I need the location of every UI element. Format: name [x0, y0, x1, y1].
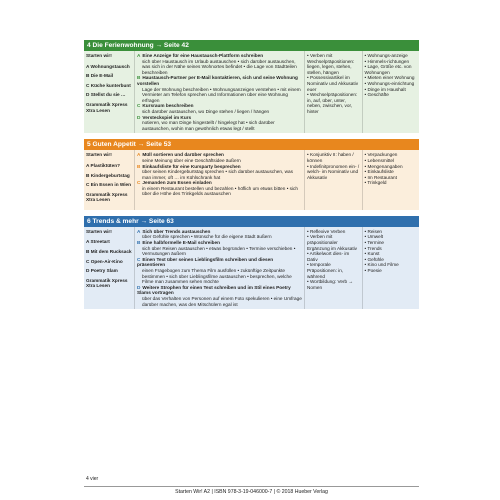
section-label: D Stellst du sie … [86, 92, 126, 98]
goal-letter: A [137, 228, 141, 234]
goal-letter: B [137, 240, 141, 246]
contents-table [84, 40, 419, 315]
goals-column [134, 227, 304, 309]
vocabulary-column [362, 51, 420, 133]
vocabulary-item: • Gefühle [364, 256, 384, 262]
vocabulary-item: • Im Restaurant [364, 174, 397, 180]
vocabulary-item: • Termine [364, 240, 385, 246]
vocabulary-item: • Lage, Größe etc. von Wohnungen [364, 64, 412, 75]
goal-detail: notieren, wo man Dinge hingestellt / hingelegt hat • sich darüber austauschen, wohin man gewöhnlich etwas legt / stellt [142, 120, 275, 131]
vocabulary-item: • Mengenangaben [364, 163, 403, 169]
sections-column [84, 227, 134, 309]
grammar-column [304, 150, 362, 210]
goal-title-text: Eine Anzeige für eine Haustausch-Plattform schreiben [142, 53, 264, 58]
goal-title-text: Müll sortieren und darüber sprechen [142, 152, 224, 158]
grammar-item: • Wortbildung: Verb → Nomen [307, 279, 354, 290]
sections-column [84, 150, 134, 210]
goal-detail: Lage der Wohnung beschreiben • Wohnungsanzeigen verstehen • mit einem Vermieter am Telefon sprechen und Informationen über eine Wohnung erfragen [142, 86, 301, 103]
section-label: C Küche kunterbunt [86, 82, 131, 88]
section-label: D Poetry Slam [86, 268, 118, 274]
goal-letter: B [137, 75, 141, 81]
goal-title-text: Einkaufsliste für eine Kursparty besprechen [142, 163, 241, 169]
grammar-column [304, 227, 362, 309]
goal-letter: C [137, 256, 141, 262]
vocabulary-item: • Kino und Filme [364, 262, 399, 268]
imprint: Starten Wir! A2 | ISBN 978-3-19-046000-7 | © 2018 Hueber Verlag [175, 489, 328, 495]
goal-letter: B [137, 163, 141, 169]
goal-detail: sich darüber austauschen, wo Dinge stehen / liegen / hängen [142, 108, 270, 114]
vocabulary-item: • Verpackungen [364, 152, 398, 158]
vocabulary-item: • Wohnungs-einrichtung [364, 80, 415, 86]
grammar-item: • Wechselpräpositionen: in, auf, über, unter, neben, zwischen, vor, hinter [307, 92, 358, 114]
grammar-item: • Verben mit präpositionaler Ergänzung im Akkusativ [307, 234, 358, 251]
grammar-item: • Indefinitpronomen ein- / welch- im Nominativ und Akkusativ [307, 163, 360, 180]
vocabulary-item: • Wohnungs-anzeige [364, 53, 408, 58]
section-label: A Wohnungstausch [86, 63, 130, 69]
section-label: B Mit dem Rucksack [86, 249, 132, 255]
vocabulary-item: • Einkaufsliste [364, 169, 394, 175]
goal-letter: D [137, 284, 141, 290]
unit-block [84, 40, 419, 133]
section-label: C Ein Essen in Wien [86, 182, 132, 188]
goals-column [134, 51, 304, 133]
goal-detail: über das Verhalten von Personen auf einem Foto spekulieren • eine Umfrage darüber machen, was den Mitschülern egal ist [142, 296, 302, 307]
unit-body [84, 51, 419, 133]
vocabulary-item: • Trends [364, 245, 382, 251]
goal-title-text: Versteckspiel im Kurs [142, 114, 192, 120]
goal-title [137, 257, 302, 268]
goal-title [137, 75, 302, 86]
vocabulary-item: • Poesie [364, 268, 382, 274]
goal-letter: A [137, 53, 141, 58]
grammar-item: • temporale Präpositionen: in, während [307, 262, 344, 279]
vocabulary-item: • Geschäfte [364, 92, 389, 98]
vocabulary-item: • Lebensmittel [364, 157, 395, 163]
goal-letter: C [137, 103, 141, 109]
section-label: Grammatik Xpress Xtra Lesen [86, 101, 128, 113]
footer-divider [84, 486, 419, 487]
unit-header: 4 Die Ferienwohnung → Seite 42 [84, 40, 419, 51]
vocabulary-column [362, 150, 420, 210]
vocabulary-item: • Mieten einer Wohnung [364, 75, 415, 81]
section-label: Starten wir! [86, 53, 112, 58]
unit-body [84, 227, 419, 309]
section-label: C Open-Air-Kino [86, 258, 123, 264]
goal-title-text: Haustausch-Partner per E-Mail kontaktieren, sich und seine Wohnung vorstellen [137, 75, 298, 86]
goal-title-text: Weitere Strophen für einen Text schreiben und im Stil eines Poetry Slams vortragen [137, 284, 291, 296]
goal-detail: in einem Restaurant bestellen und bezahlen • höflich um etwas bitten • sich über die Höhe des Trinkgelds austauschen [142, 185, 298, 197]
section-label: B Die E-Mail [86, 73, 114, 79]
vocabulary-item: • Dinge im Haushalt [364, 86, 406, 92]
grammar-item: • Possessivartikel im Nominativ und Akkusativ euer [307, 75, 359, 92]
goal-detail: sich über Reisen austauschen • etwas begründen • Termine verschieben • Vermutungen äußern [142, 245, 296, 257]
section-label: Grammatik Xpress Xtra Lesen [86, 277, 128, 289]
unit-block [84, 216, 419, 309]
section-label: Starten wir! [86, 152, 112, 158]
vocabulary-item: • Himmels-richtungen [364, 58, 410, 64]
goals-column [134, 150, 304, 210]
vocabulary-item: • Kunst [364, 251, 380, 257]
unit-block [84, 139, 419, 210]
goal-detail: seine Meinung über eine Geschäftsidee äußern [142, 157, 241, 163]
goal-title-text: Einen Text über seinen Lieblingsfilm schreiben und diesen präsentieren [137, 256, 274, 268]
goal-title-text: Sich über Trends austauschen [142, 228, 211, 234]
goal-title-text: Jemanden zum Essen einladen [142, 180, 212, 186]
section-label: B Kindergeburtstag [86, 172, 130, 178]
sections-column [84, 51, 134, 133]
grammar-column [304, 51, 362, 133]
unit-header: 5 Guten Appetit → Seite 53 [84, 139, 419, 150]
vocabulary-item: • Trinkgeld [364, 180, 387, 186]
vocabulary-item: • Umwelt [364, 234, 384, 240]
goal-letter: C [137, 180, 141, 186]
section-label: A Streetart [86, 239, 110, 245]
goal-title-text: Kursraum beschreiben [142, 103, 194, 109]
page-number: 4 vier [86, 476, 99, 482]
unit-body [84, 150, 419, 210]
grammar-item: • Artikelwort dies- im Dativ [307, 251, 350, 262]
goal-title-text: Eine halbformelle E-Mail schreiben [142, 240, 221, 246]
goal-detail: einen Fragebogen zum Thema Film ausfüllen • zukünftige Zeitpunkte bestimmen • sich über Lieblingsfilme austauschen • besprechen, welche Filme man zusammen sehen möchte [142, 268, 292, 285]
vocabulary-item: • Reisen [364, 228, 383, 234]
vocabulary-column [362, 227, 420, 309]
grammar-item: • Reflexive Verben [307, 228, 346, 234]
goal-detail: über Gefühle sprechen • Wünsche für die eigene Stadt äußern [142, 234, 272, 240]
section-label: Grammatik Xpress Xtra Lesen [86, 191, 128, 203]
goal-letter: D [137, 114, 141, 120]
goal-letter: A [137, 152, 141, 158]
grammar-item: • Konjunktiv II: haben / können [307, 152, 354, 163]
goal-detail: über seinen Kindergeburtstag sprechen • sich darüber austauschen, was man immer, oft … im Kühlschrank hat [142, 169, 293, 180]
section-label: A Plastiktüten? [86, 162, 120, 168]
goal-title [137, 285, 302, 296]
section-label: Starten wir! [86, 228, 112, 234]
unit-header: 6 Trends & mehr → Seite 63 [84, 216, 419, 227]
goal-detail: sich über Haustausch im Urlaub austauschen • sich darüber austauschen, was sich in der Nähe seines Wohnortes befindet • die Lage von Stadtteilen beschreiben [142, 58, 297, 75]
grammar-item: • Verben mit Wechselpräpositionen: liegen, legen, stehen, stellen, hängen [307, 53, 355, 75]
